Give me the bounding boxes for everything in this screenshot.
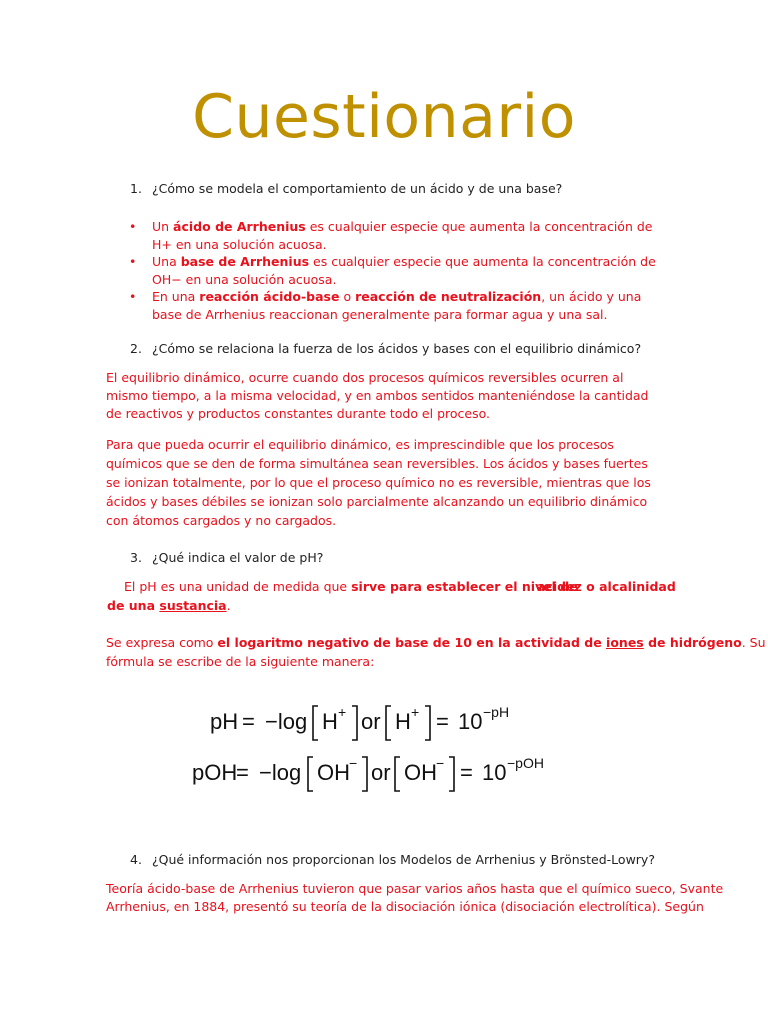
ph-definition-line2: de una sustancia. xyxy=(107,598,231,613)
ph-expression-line1: Se expresa como el logaritmo negativo de base de 10 en la actividad de iones de hidrógeno. Su xyxy=(106,635,766,650)
eq2-ten: 10 xyxy=(482,760,507,785)
question-number: 3. xyxy=(130,550,142,565)
bullet-term: ácido de Arrhenius xyxy=(173,219,306,234)
bullet-term: reacción ácido-base xyxy=(199,289,340,304)
document-page: Cuestionario 1. ¿Cómo se modela el comportamiento de un ácido y de una base? • Un ácido de Arrhenius es cualquier especie que aumenta la concentración de H+ en una solución acuosa. • Una base de Arrhenius es cualquier especie que aumenta la concentración de OH− en una solución acuosa. • En una reacción ácido-base o reacción de neutralización, un ácido y una base de Arrhenius reaccionan generalmente para formar agua y una sal. 2. ¿Cómo se relaciona la fuerza de los ácidos y bases con el equilibrio dinámico? El equilibrio dinámico, ocurre cuando dos procesos químicos reversibles ocurren al mismo tiempo, a la misma velocidad, y en ambos sentidos manteniéndose la cantidad de reactivos y productos constantes durante todo el proceso. Para que pueda ocurrir el equilibrio dinámico, es imprescindible que los procesos químicos que se den de forma simultánea sean reversibles. Los ácidos y bases fuertes se ionizan totalmente, por lo que el proceso químico no es reversible, mientras que los ácidos y bases débiles se ionizan solo parcialmente alcanzando un equilibrio dinámico con átomos cargados y no cargados. 3. ¿Qué indica el valor de pH? El pH es una unidad de medida que sirve para establecer el nivel de acidez o alcalinidad de una sustancia. Se expresa como el logaritmo negativo de base de 10 en la actividad de iones de hidrógeno. Su fórmula se escribe de la siguiente manera: pH = −log H + or H + = 10 −pH pOH = −log OH − or OH − = 10 −pOH 4. ¿Qué información nos proporcionan los Modelos de Arrhenius y Brönsted-Lowry? Teoría ácido-base de Arrhenius tuvieron que pasar varios años hasta que el químico sueco, Svante Arrhenius, en 1884, presentó su teoría de la disociación iónica (disociación electrolítica). Según xyxy=(0,0,768,1024)
bullet-icon: • xyxy=(129,289,137,304)
bullet-icon: • xyxy=(129,219,137,234)
eq2-ion2: OH xyxy=(404,760,437,785)
ph-definition-line1: El pH es una unidad de medida que sirve para establecer el nivel de xyxy=(124,579,578,594)
eq2-or: or xyxy=(371,760,391,785)
eq1-or: or xyxy=(361,709,381,734)
question-3 xyxy=(130,550,690,568)
question-text: ¿Cómo se modela el comportamiento de un ácido y de una base? xyxy=(152,181,563,196)
iones-link[interactable]: iones xyxy=(606,635,644,650)
eq1-minus-log: −log xyxy=(265,709,308,734)
eq2-lhs: pOH xyxy=(192,760,238,785)
eq2-ion: OH xyxy=(317,760,350,785)
sustancia-link[interactable]: sustancia xyxy=(159,598,227,613)
eq2-exponent: −pOH xyxy=(507,755,544,771)
ph-expression-line2: fórmula se escribe de la siguiente manera: xyxy=(106,654,375,669)
question-number: 2. xyxy=(130,341,142,356)
eq1-equals-2: = xyxy=(436,709,449,734)
answer-line: Arrhenius, en 1884, presentó su teoría de la disociación iónica (disociación electrolítica). Según xyxy=(106,899,704,914)
eq1-exponent: −pH xyxy=(483,704,510,720)
question-2 xyxy=(130,341,690,359)
question-text: ¿Cómo se relaciona la fuerza de los ácidos y bases con el equilibrio dinámico? xyxy=(152,341,642,356)
eq2-sup2: − xyxy=(436,755,445,771)
answer-paragraph: Para que pueda ocurrir el equilibrio dinámico, es imprescindible que los procesos químicos que se den de forma simultánea sean reversibles. Los ácidos y bases fuertes se ionizan totalmente, por lo que el proceso químico no es reversible, mientras que los ácidos y bases débiles se ionizan solo parcialmente alcanzando un equilibrio dinámico con átomos cargados y no cargados. xyxy=(106,437,651,528)
question-text: ¿Qué indica el valor de pH? xyxy=(152,550,324,565)
question-4 xyxy=(130,852,710,870)
answer-paragraph: El equilibrio dinámico, ocurre cuando dos procesos químicos reversibles ocurren al mismo tiempo, a la misma velocidad, y en ambos sentidos manteniéndose la cantidad de reactivos y productos constantes durante todo el proceso. xyxy=(106,370,649,421)
eq1-lhs: pH xyxy=(210,709,239,734)
eq1-ion2: H xyxy=(395,709,411,734)
bullet-icon: • xyxy=(129,254,137,269)
eq2-equals: = xyxy=(236,760,249,785)
bullet-term: reacción de neutralización xyxy=(355,289,542,304)
eq1-ten: 10 xyxy=(458,709,483,734)
bullet-term: base de Arrhenius xyxy=(180,254,310,269)
eq2-sup: − xyxy=(349,755,358,771)
eq2-minus-log: −log xyxy=(259,760,302,785)
page-title: Cuestionario xyxy=(192,82,576,152)
eq1-ion: H xyxy=(322,709,338,734)
question-number: 1. xyxy=(130,181,142,196)
question-text: ¿Qué información nos proporcionan los Modelos de Arrhenius y Brönsted-Lowry? xyxy=(152,852,655,867)
ph-formula-image xyxy=(186,692,586,804)
eq1-sup: + xyxy=(338,704,347,720)
eq1-sup2: + xyxy=(411,704,420,720)
eq1-equals: = xyxy=(242,709,255,734)
question-1 xyxy=(130,181,690,199)
ph-definition-line1-end: acidez o alcalinidad xyxy=(537,579,676,594)
question-number: 4. xyxy=(130,852,142,867)
answer-line: Teoría ácido-base de Arrhenius tuvieron que pasar varios años hasta que el químico sueco, Svante xyxy=(106,881,724,896)
eq2-equals-2: = xyxy=(460,760,473,785)
